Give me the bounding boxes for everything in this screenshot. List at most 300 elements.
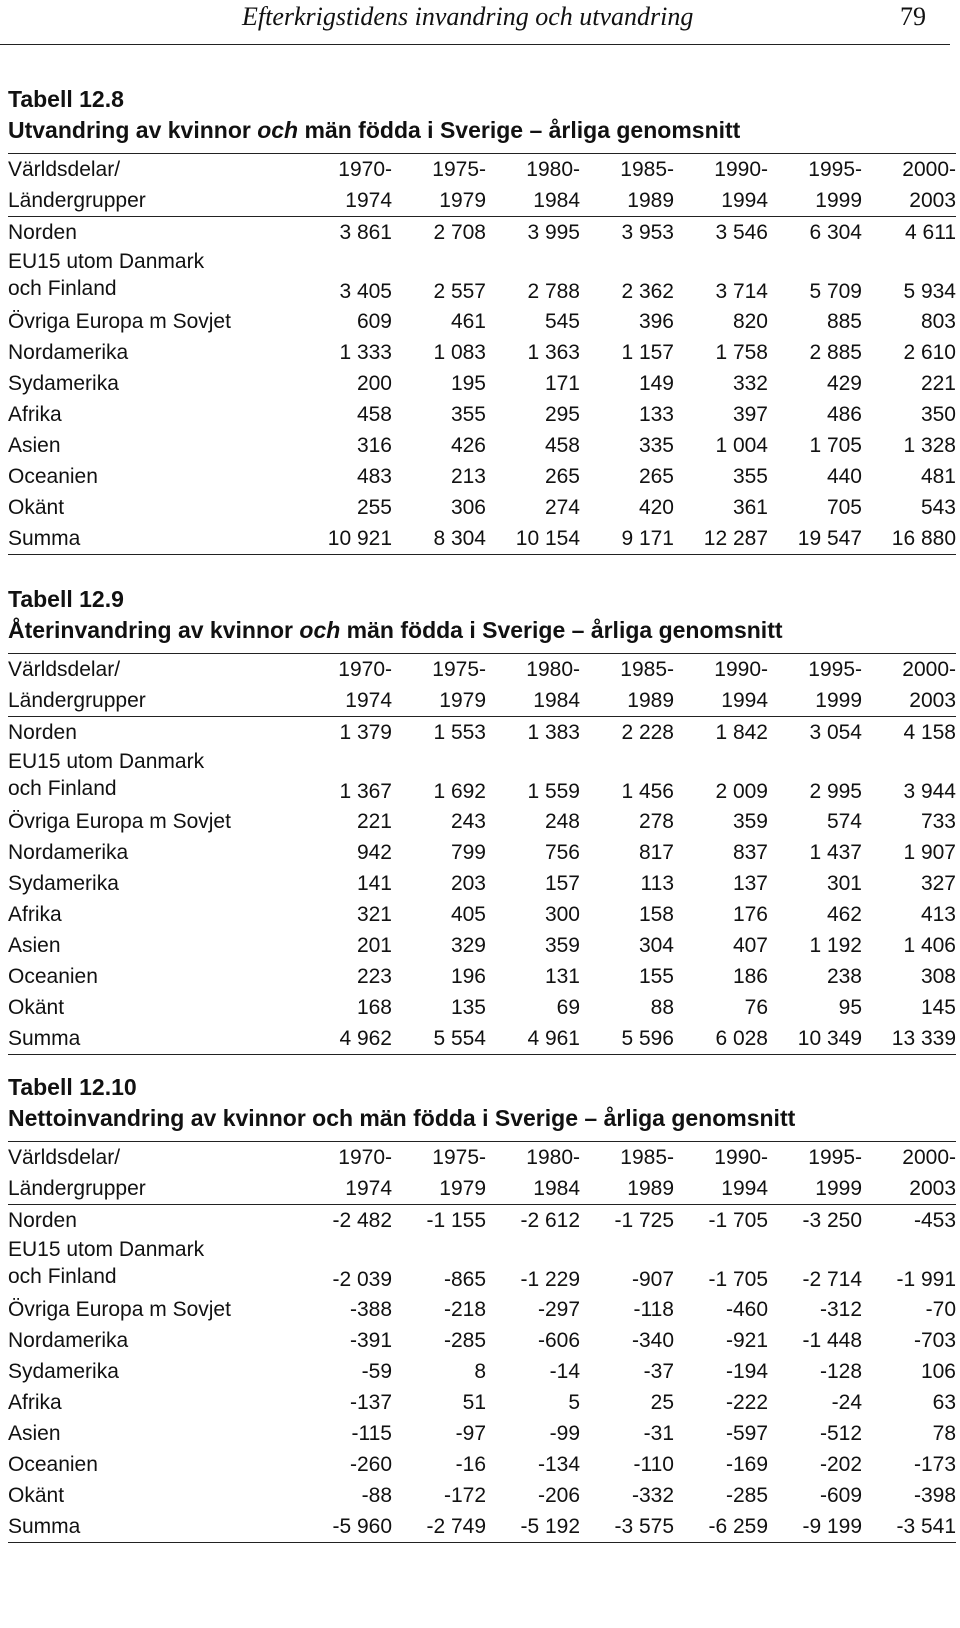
table-row <box>8 992 956 1023</box>
table-row <box>8 1325 956 1356</box>
table-cell: 5 709 <box>809 280 862 303</box>
table-cell: 3 054 <box>809 721 862 744</box>
table-cell: -332 <box>631 1484 674 1507</box>
row-label-line: EU15 utom Danmark <box>8 1238 205 1261</box>
table-row <box>8 1356 956 1387</box>
table-cell: 95 <box>838 996 862 1019</box>
table-cell: -115 <box>351 1422 392 1445</box>
table-cell: -3 250 <box>802 1209 862 1232</box>
table-cell: 69 <box>556 996 580 1019</box>
row-label <box>8 868 298 899</box>
table-cell: 3 995 <box>527 221 580 244</box>
column-headers <box>8 1141 956 1205</box>
row-label-line: och Finland <box>8 1265 117 1288</box>
row-label-line: Asien <box>8 934 61 957</box>
table-row <box>8 1294 956 1325</box>
table-cell: 6 304 <box>809 221 862 244</box>
table-cell: 12 287 <box>703 527 768 550</box>
header-year-start: 1985- <box>620 1146 674 1169</box>
header-year-start: 2000- <box>902 1146 956 1169</box>
table-cell: -88 <box>361 1484 392 1507</box>
table-cell: -70 <box>925 1298 956 1321</box>
table-cell: 462 <box>826 903 862 926</box>
table-cell: 3 953 <box>621 221 674 244</box>
table-12-10 <box>8 1072 956 1543</box>
table-cell: 278 <box>638 810 674 833</box>
header-year-start: 1990- <box>714 158 768 181</box>
table-cell: 2 009 <box>715 780 768 803</box>
row-label <box>8 1449 298 1480</box>
table-cell: 274 <box>544 496 580 519</box>
table-cell: -5 192 <box>520 1515 580 1538</box>
table-cell: 574 <box>826 810 862 833</box>
table-cell: -398 <box>913 1484 956 1507</box>
header-row <box>8 185 956 216</box>
table-cell: -865 <box>443 1268 486 1291</box>
table-cell: 186 <box>732 965 768 988</box>
table-row <box>8 461 956 492</box>
table-row <box>8 717 956 748</box>
row-label <box>8 717 298 748</box>
table-cell: 350 <box>920 403 956 426</box>
row-label <box>8 930 298 961</box>
table-cell: 304 <box>638 934 674 957</box>
table-cell: 3 714 <box>715 280 768 303</box>
table-cell: -14 <box>549 1360 580 1383</box>
table-cell: 1 333 <box>339 341 392 364</box>
table-title-emphasis: och <box>257 117 299 143</box>
table-cell: 2 788 <box>527 280 580 303</box>
table-cell: 1 758 <box>715 341 768 364</box>
table-cell: 16 880 <box>891 527 956 550</box>
table-cell: -37 <box>643 1360 674 1383</box>
table-body <box>8 1205 956 1543</box>
table-cell: 405 <box>450 903 486 926</box>
table-cell: 705 <box>826 496 862 519</box>
table-row <box>8 248 956 306</box>
table-cell: 13 339 <box>891 1027 956 1050</box>
table-cell: 171 <box>544 372 580 395</box>
header-year-start: 1970- <box>338 158 392 181</box>
table-cell: -194 <box>725 1360 768 1383</box>
header-year-start: 1990- <box>714 1146 768 1169</box>
table-cell: -173 <box>913 1453 956 1476</box>
table-cell: -5 960 <box>332 1515 392 1538</box>
table-cell: 4 611 <box>905 221 956 244</box>
table-row <box>8 1236 956 1294</box>
table-cell: 221 <box>920 372 956 395</box>
row-label-line: EU15 utom Danmark <box>8 250 205 273</box>
table-cell: 1 842 <box>715 721 768 744</box>
table-cell: 1 692 <box>433 780 486 803</box>
header-year-start: 1995- <box>808 1146 862 1169</box>
table-cell: -285 <box>443 1329 486 1352</box>
table-cell: 3 405 <box>339 280 392 303</box>
table-cell: 3 861 <box>339 221 392 244</box>
table-cell: -1 448 <box>802 1329 862 1352</box>
row-label-line: Summa <box>8 1515 81 1538</box>
table-cell: 483 <box>356 465 392 488</box>
table-cell: -1 725 <box>614 1209 674 1232</box>
table-cell: -218 <box>443 1298 486 1321</box>
row-label-line: Afrika <box>8 1391 62 1414</box>
table-cell: 545 <box>544 310 580 333</box>
table-cell: 1 157 <box>621 341 674 364</box>
table-cell: -31 <box>643 1422 674 1445</box>
table-cell: 486 <box>826 403 862 426</box>
table-number: Tabell 12.9 <box>8 586 124 612</box>
table-cell: -9 199 <box>802 1515 862 1538</box>
table-cell: 359 <box>544 934 580 957</box>
table-cell: -59 <box>361 1360 392 1383</box>
row-label-line: Sydamerika <box>8 872 119 895</box>
table-number: Tabell 12.8 <box>8 86 124 112</box>
table-cell: 133 <box>638 403 674 426</box>
table-cell: 426 <box>450 434 486 457</box>
row-label-line: Summa <box>8 1027 81 1050</box>
row-label-line: och Finland <box>8 277 117 300</box>
row-label-line: Nordamerika <box>8 1329 129 1352</box>
row-label-line: Sydamerika <box>8 372 119 395</box>
table-cell: 355 <box>732 465 768 488</box>
row-label <box>8 806 298 837</box>
table-cell: 149 <box>638 372 674 395</box>
row-label <box>8 523 298 554</box>
table-cell: 5 934 <box>903 280 956 303</box>
table-12-8 <box>8 84 956 555</box>
header-year-start: 1975- <box>432 158 486 181</box>
table-cell: 25 <box>650 1391 674 1414</box>
header-year-end: 1984 <box>533 189 580 212</box>
table-cell: 137 <box>732 872 768 895</box>
table-cell: -1 155 <box>426 1209 486 1232</box>
row-label-line: Afrika <box>8 403 62 426</box>
header-label: Ländergrupper <box>8 689 146 712</box>
table-cell: -97 <box>455 1422 486 1445</box>
table-cell: 63 <box>932 1391 956 1414</box>
running-title: Efterkrigstidens invandring och utvandring <box>242 2 694 31</box>
row-label-line: Nordamerika <box>8 841 129 864</box>
row-label <box>8 217 298 248</box>
table-cell: 817 <box>638 841 674 864</box>
header-label: Världsdelar/ <box>8 158 121 181</box>
table-cell: 8 <box>474 1360 486 1383</box>
table-cell: 335 <box>638 434 674 457</box>
header-label: Ländergrupper <box>8 1177 146 1200</box>
row-label-line: Okänt <box>8 496 65 519</box>
table-cell: -110 <box>633 1453 674 1476</box>
table-cell: 458 <box>544 434 580 457</box>
row-label-line: Asien <box>8 1422 61 1445</box>
table-cell: 413 <box>920 903 956 926</box>
table-number: Tabell 12.10 <box>8 1074 137 1100</box>
table-cell: -388 <box>349 1298 392 1321</box>
table-cell: 78 <box>932 1422 956 1445</box>
header-year-start: 1985- <box>620 658 674 681</box>
row-label <box>8 430 298 461</box>
header-year-end: 2003 <box>909 689 956 712</box>
table-cell: 265 <box>544 465 580 488</box>
table-cell: 5 <box>568 1391 580 1414</box>
table-cell: -118 <box>633 1298 674 1321</box>
header-label: Ländergrupper <box>8 189 146 212</box>
table-cell: 543 <box>920 496 956 519</box>
table-cell: -172 <box>443 1484 486 1507</box>
table-cell: 3 944 <box>903 780 956 803</box>
table-cell: -2 612 <box>520 1209 580 1232</box>
table-cell: 1 437 <box>809 841 862 864</box>
table-cell: 429 <box>826 372 862 395</box>
table-cell: -391 <box>349 1329 392 1352</box>
table-cell: 145 <box>920 996 956 1019</box>
table-cell: -137 <box>349 1391 392 1414</box>
table-cell: 9 171 <box>621 527 674 550</box>
table-title <box>8 1102 956 1135</box>
header-year-end: 1974 <box>345 689 392 712</box>
table-cell: -222 <box>725 1391 768 1414</box>
table-cell: 141 <box>356 872 392 895</box>
header-year-end: 1979 <box>439 689 486 712</box>
table-cell: 1 083 <box>433 341 486 364</box>
table-cell: -260 <box>349 1453 392 1476</box>
table-cell: -1 229 <box>520 1268 580 1291</box>
row-label <box>8 837 298 868</box>
header-year-start: 1995- <box>808 158 862 181</box>
header-row <box>8 654 956 685</box>
header-year-end: 1984 <box>533 1177 580 1200</box>
row-label <box>8 1294 298 1325</box>
table-cell: -609 <box>819 1484 862 1507</box>
table-row <box>8 1511 956 1542</box>
table-cell: 327 <box>920 872 956 895</box>
table-cell: 1 367 <box>339 780 392 803</box>
table-cell: 113 <box>640 872 674 895</box>
table-cell: 223 <box>356 965 392 988</box>
row-label <box>8 1205 298 1236</box>
table-cell: -99 <box>549 1422 580 1445</box>
header-row <box>8 1142 956 1173</box>
header-year-end: 1994 <box>721 689 768 712</box>
table-cell: 1 406 <box>903 934 956 957</box>
header-year-end: 1999 <box>815 189 862 212</box>
row-label <box>8 399 298 430</box>
running-header <box>0 0 950 45</box>
table-cell: -312 <box>819 1298 862 1321</box>
table-cell: 1 192 <box>809 934 862 957</box>
table-cell: 243 <box>450 810 486 833</box>
table-row <box>8 868 956 899</box>
table-cell: -606 <box>537 1329 580 1352</box>
table-cell: 332 <box>732 372 768 395</box>
table-cell: 221 <box>356 810 392 833</box>
row-label-line: Summa <box>8 527 81 550</box>
header-year-end: 1974 <box>345 189 392 212</box>
table-row <box>8 806 956 837</box>
row-label-line: EU15 utom Danmark <box>8 750 205 773</box>
table-cell: 4 158 <box>903 721 956 744</box>
row-label <box>8 492 298 523</box>
table-cell: -340 <box>631 1329 674 1352</box>
table-cell: 1 363 <box>527 341 580 364</box>
table-cell: 609 <box>356 310 392 333</box>
header-year-end: 1974 <box>345 1177 392 1200</box>
row-label <box>8 1480 298 1511</box>
header-year-start: 2000- <box>902 658 956 681</box>
header-year-end: 1994 <box>721 1177 768 1200</box>
row-label-line: Övriga Europa m Sovjet <box>8 810 231 833</box>
table-cell: 265 <box>638 465 674 488</box>
header-year-start: 1995- <box>808 658 862 681</box>
table-cell: 248 <box>544 810 580 833</box>
row-label-line: Oceanien <box>8 1453 98 1476</box>
header-year-start: 1970- <box>338 658 392 681</box>
row-label <box>8 368 298 399</box>
table-cell: 942 <box>356 841 392 864</box>
table-cell: -2 039 <box>332 1268 392 1291</box>
table-cell: 1 705 <box>809 434 862 457</box>
table-cell: -597 <box>725 1422 768 1445</box>
table-cell: 2 885 <box>809 341 862 364</box>
table-cell: -921 <box>725 1329 768 1352</box>
table-cell: 481 <box>920 465 956 488</box>
table-cell: 135 <box>450 996 486 1019</box>
table-cell: 255 <box>356 496 392 519</box>
table-cell: 355 <box>450 403 486 426</box>
table-cell: 1 004 <box>715 434 768 457</box>
table-title <box>8 114 956 147</box>
table-cell: -128 <box>819 1360 862 1383</box>
table-title-part: Utvandring av kvinnor <box>8 117 258 143</box>
table-cell: 300 <box>544 903 580 926</box>
table-cell: 329 <box>450 934 486 957</box>
header-year-start: 1990- <box>714 658 768 681</box>
table-cell: 837 <box>732 841 768 864</box>
row-label-line: Oceanien <box>8 465 98 488</box>
table-cell: 51 <box>462 1391 486 1414</box>
table-cell: 1 559 <box>527 780 580 803</box>
table-row <box>8 337 956 368</box>
header-year-end: 1984 <box>533 689 580 712</box>
table-cell: 200 <box>356 372 392 395</box>
row-label-line: Nordamerika <box>8 341 129 364</box>
header-year-start: 1980- <box>526 158 580 181</box>
table-cell: -703 <box>913 1329 956 1352</box>
table-title-part: Nettoinvandring av kvinnor och män födda i Sverige – årliga genomsnitt <box>8 1105 796 1131</box>
table-cell: -460 <box>725 1298 768 1321</box>
table-cell: 2 708 <box>433 221 486 244</box>
header-year-start: 1980- <box>526 1146 580 1169</box>
table-row <box>8 930 956 961</box>
table-row <box>8 368 956 399</box>
table-cell: -202 <box>819 1453 862 1476</box>
column-headers <box>8 153 956 217</box>
table-cell: 2 228 <box>621 721 674 744</box>
row-label <box>8 1023 298 1054</box>
table-cell: 1 383 <box>527 721 580 744</box>
table-row <box>8 1449 956 1480</box>
table-cell: 5 554 <box>433 1027 486 1050</box>
table-cell: 1 328 <box>903 434 956 457</box>
table-cell: 10 154 <box>515 527 580 550</box>
table-cell: 155 <box>638 965 674 988</box>
table-cell: 195 <box>450 372 486 395</box>
table-cell: 301 <box>826 872 862 895</box>
header-label: Världsdelar/ <box>8 658 121 681</box>
row-label <box>8 306 298 337</box>
table-cell: 3 546 <box>715 221 768 244</box>
table-title-part: män födda i Sverige – årliga genomsnitt <box>340 617 783 643</box>
table-cell: 458 <box>356 403 392 426</box>
row-label <box>8 1511 298 1542</box>
table-cell: 2 995 <box>809 780 862 803</box>
row-label <box>8 748 298 806</box>
table-cell: -297 <box>537 1298 580 1321</box>
row-label-line: Afrika <box>8 903 62 926</box>
table-cell: 295 <box>544 403 580 426</box>
table-cell: -2 714 <box>802 1268 862 1291</box>
table-row <box>8 492 956 523</box>
header-year-end: 2003 <box>909 1177 956 1200</box>
row-label-line: Okänt <box>8 1484 65 1507</box>
table-cell: -1 705 <box>708 1268 768 1291</box>
table-cell: 10 921 <box>327 527 392 550</box>
row-label-line: Norden <box>8 721 77 744</box>
header-year-end: 2003 <box>909 189 956 212</box>
table-cell: 1 907 <box>903 841 956 864</box>
row-label <box>8 337 298 368</box>
table-row <box>8 748 956 806</box>
table-cell: -2 749 <box>426 1515 486 1538</box>
table-cell: -2 482 <box>332 1209 392 1232</box>
page-number: 79 <box>900 2 926 31</box>
table-row <box>8 1023 956 1054</box>
table-cell: 316 <box>356 434 392 457</box>
row-label <box>8 248 298 306</box>
row-label-line: Okänt <box>8 996 65 1019</box>
table-cell: 2 557 <box>433 280 486 303</box>
table-row <box>8 523 956 554</box>
table-cell: 2 610 <box>903 341 956 364</box>
table-cell: 238 <box>826 965 862 988</box>
table-title-emphasis: och <box>299 617 341 643</box>
table-cell: -169 <box>725 1453 768 1476</box>
table-cell: 201 <box>356 934 392 957</box>
table-cell: -3 575 <box>614 1515 674 1538</box>
table-cell: 2 362 <box>621 280 674 303</box>
table-body <box>8 217 956 555</box>
table-cell: 397 <box>732 403 768 426</box>
table-row <box>8 837 956 868</box>
table-body <box>8 717 956 1055</box>
header-year-end: 1989 <box>627 1177 674 1200</box>
table-row <box>8 1205 956 1236</box>
table-cell: -6 259 <box>708 1515 768 1538</box>
row-label-line: Övriga Europa m Sovjet <box>8 310 231 333</box>
header-year-end: 1989 <box>627 689 674 712</box>
table-cell: 6 028 <box>715 1027 768 1050</box>
table-cell: -24 <box>831 1391 862 1414</box>
column-headers <box>8 653 956 717</box>
table-cell: 88 <box>650 996 674 1019</box>
table-cell: 157 <box>544 872 580 895</box>
table-title <box>8 614 956 647</box>
table-cell: 168 <box>356 996 392 1019</box>
row-label <box>8 899 298 930</box>
row-label <box>8 1236 298 1294</box>
table-cell: -134 <box>537 1453 580 1476</box>
table-cell: 321 <box>356 903 392 926</box>
table-cell: 799 <box>450 841 486 864</box>
